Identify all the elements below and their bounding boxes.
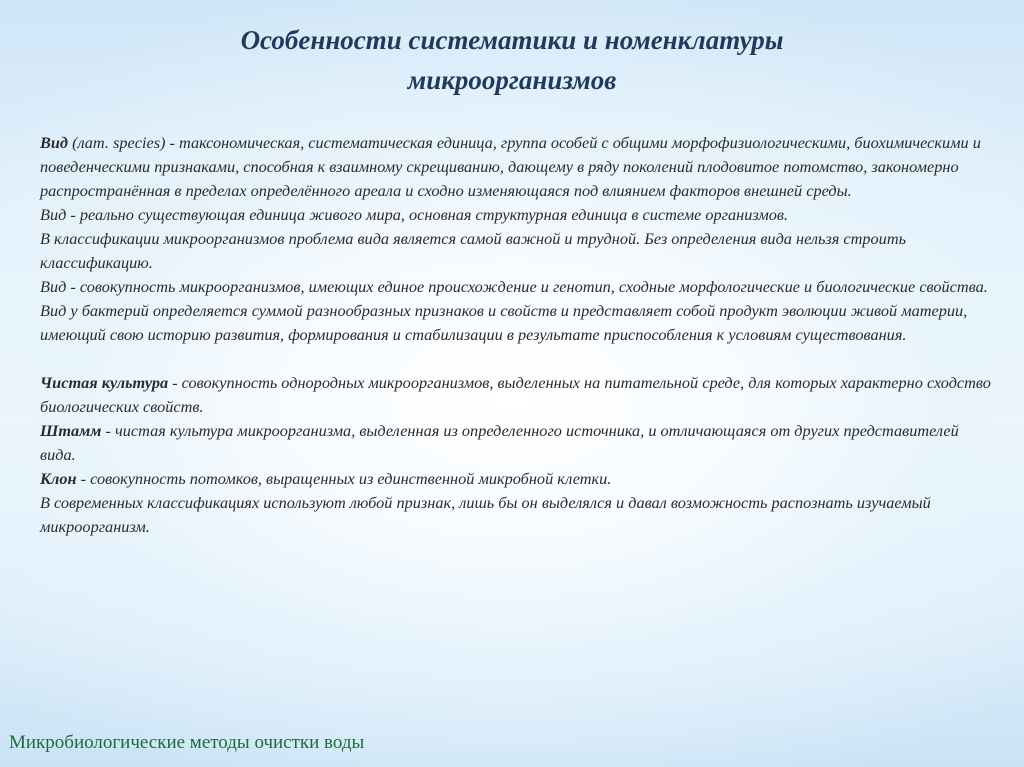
paragraph-species-problem: В классификации микроорганизмов проблема вида является самой важной и трудной. Без определения вида нельзя строить классификацию. bbox=[40, 229, 906, 272]
paragraph-strain bbox=[40, 419, 995, 467]
species-definition-text: (лат. species) - таксономическая, систематическая единица, группа особей с общими морфофизиологическими, биохимическими и поведенческими признаками, способная к взаимному скрещиванию, дающему в ряду поколений плодовитое потомство, закономерно распространённая в пределах определённого ареала и сходно изменяющаяся под влиянием факторов внешней среды. bbox=[40, 133, 981, 200]
slide-title bbox=[120, 20, 904, 100]
term-species: Вид bbox=[40, 133, 68, 152]
title-line-2: микроорганизмов bbox=[407, 65, 617, 95]
pure-culture-text: - совокупность однородных микроорганизмов, выделенных на питательной среде, для которых характерно сходство биологических свойств. bbox=[40, 373, 991, 416]
paragraph-gap bbox=[40, 347, 995, 371]
slide-body bbox=[40, 131, 995, 539]
paragraph-pure-culture bbox=[40, 371, 995, 419]
paragraph-species-definition bbox=[40, 131, 995, 203]
term-clone: Клон bbox=[40, 469, 77, 488]
footer-caption: Микробиологические методы очистки воды bbox=[9, 732, 365, 753]
paragraph-classification: В современных классификациях используют любой признак, лишь бы он выделялся и давал возможность распознать изучаемый микроорганизм. bbox=[40, 493, 931, 536]
term-pure-culture: Чистая культура bbox=[40, 373, 169, 392]
paragraph-species-aggregate: Вид - совокупность микроорганизмов, имеющих единое происхождение и генотип, сходные морфологические и биологические свойства. bbox=[40, 277, 988, 296]
clone-text: - совокупность потомков, выращенных из единственной микробной клетки. bbox=[76, 469, 612, 488]
paragraph-species-bacteria: Вид у бактерий определяется суммой разнообразных признаков и свойств и представляет собой продукт эволюции живой материи, имеющий свою историю развития, формирования и стабилизации в результате приспособления к условиям существования. bbox=[40, 301, 968, 344]
strain-text: - чистая культура микроорганизма, выделенная из определенного источника, и отличающаяся от других представителей вида. bbox=[40, 421, 959, 464]
paragraph-species-unit: Вид - реально существующая единица живого мира, основная структурная единица в системе организмов. bbox=[40, 205, 788, 224]
title-line-1: Особенности систематики и номенклатуры bbox=[240, 25, 784, 55]
paragraph-clone bbox=[40, 467, 995, 491]
term-strain: Штамм bbox=[40, 421, 102, 440]
